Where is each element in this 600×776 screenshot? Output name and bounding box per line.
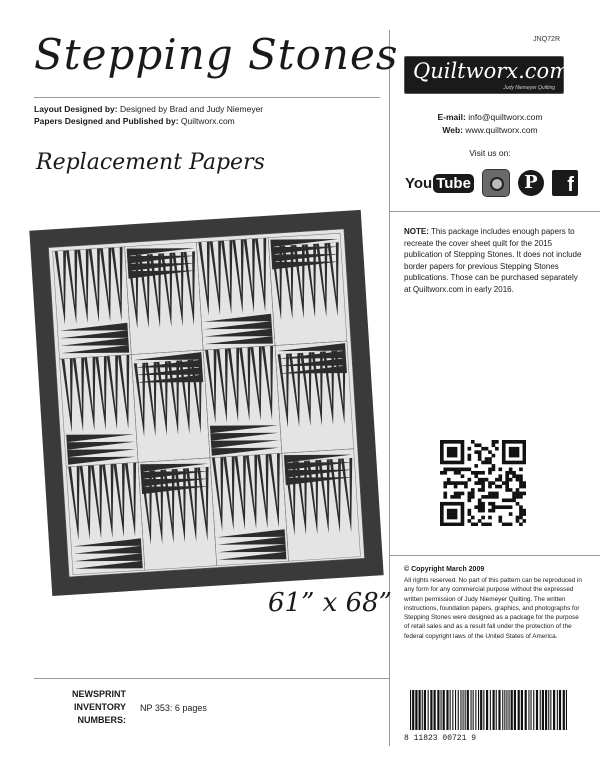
email-link[interactable]: info@quiltworx.com bbox=[468, 112, 543, 122]
barcode-number: 8 11823 00721 9 bbox=[404, 734, 477, 742]
web-label: Web: bbox=[442, 125, 463, 135]
papers-label: Papers Designed and Published by: bbox=[34, 116, 179, 126]
quilt-size: 61” x 68” bbox=[268, 588, 392, 618]
youtube-right: Tube bbox=[433, 174, 474, 193]
page-title: Stepping Stones bbox=[34, 30, 399, 79]
copyright-heading: © Copyright March 2009 bbox=[404, 566, 485, 573]
logo-subtext: Judy Niemeyer Quilting bbox=[503, 85, 555, 91]
contact-info bbox=[390, 111, 590, 137]
note-paragraph bbox=[404, 226, 582, 296]
copyright-text: All rights reserved. No part of this pattern can be reproduced in any form for any commercial purpose without the expressed written permission of Judy Niemeyer Quilting. The written instructions, foundation papers, graphics, and photographs for Stepping Stones were designed as a package for the purpose of retail sales and as a result fall under the protection of the federal copyright laws of the United States of America. bbox=[404, 577, 582, 640]
inventory-label: NEWSPRINT INVENTORY NUMBERS: bbox=[72, 689, 126, 725]
logo-text: Quiltworx.com bbox=[413, 59, 570, 83]
layout-value: Designed by Brad and Judy Niemeyer bbox=[119, 104, 264, 114]
qr-code[interactable] bbox=[440, 440, 526, 526]
pinterest-icon[interactable]: P bbox=[518, 170, 544, 196]
inventory-value: NP 353: 6 pages bbox=[140, 703, 207, 713]
barcode bbox=[404, 690, 574, 742]
youtube-left: You bbox=[405, 174, 433, 192]
youtube-icon[interactable] bbox=[405, 174, 474, 193]
quiltworx-logo[interactable] bbox=[404, 56, 570, 94]
note-label: NOTE: bbox=[404, 227, 429, 236]
email-label: E-mail: bbox=[437, 112, 466, 122]
papers-value: Quiltworx.com bbox=[180, 116, 235, 126]
web-link[interactable]: www.quiltworx.com bbox=[465, 125, 538, 135]
social-icons bbox=[405, 169, 578, 197]
facebook-icon[interactable]: f bbox=[552, 170, 578, 196]
subtitle: Replacement Papers bbox=[36, 150, 265, 175]
visit-label: Visit us on: bbox=[469, 148, 511, 158]
layout-label: Layout Designed by: bbox=[34, 104, 118, 114]
pattern-code: JNQ72R bbox=[533, 36, 560, 43]
instagram-icon[interactable] bbox=[482, 169, 510, 197]
note-text: This package includes enough papers to recreate the cover sheet quilt for the 2015 publication of Stepping Stones. It does not include border papers for previous Stepping Stones publications. Those can be purchased separately at Quiltworx.com in early 2016. bbox=[404, 227, 582, 294]
